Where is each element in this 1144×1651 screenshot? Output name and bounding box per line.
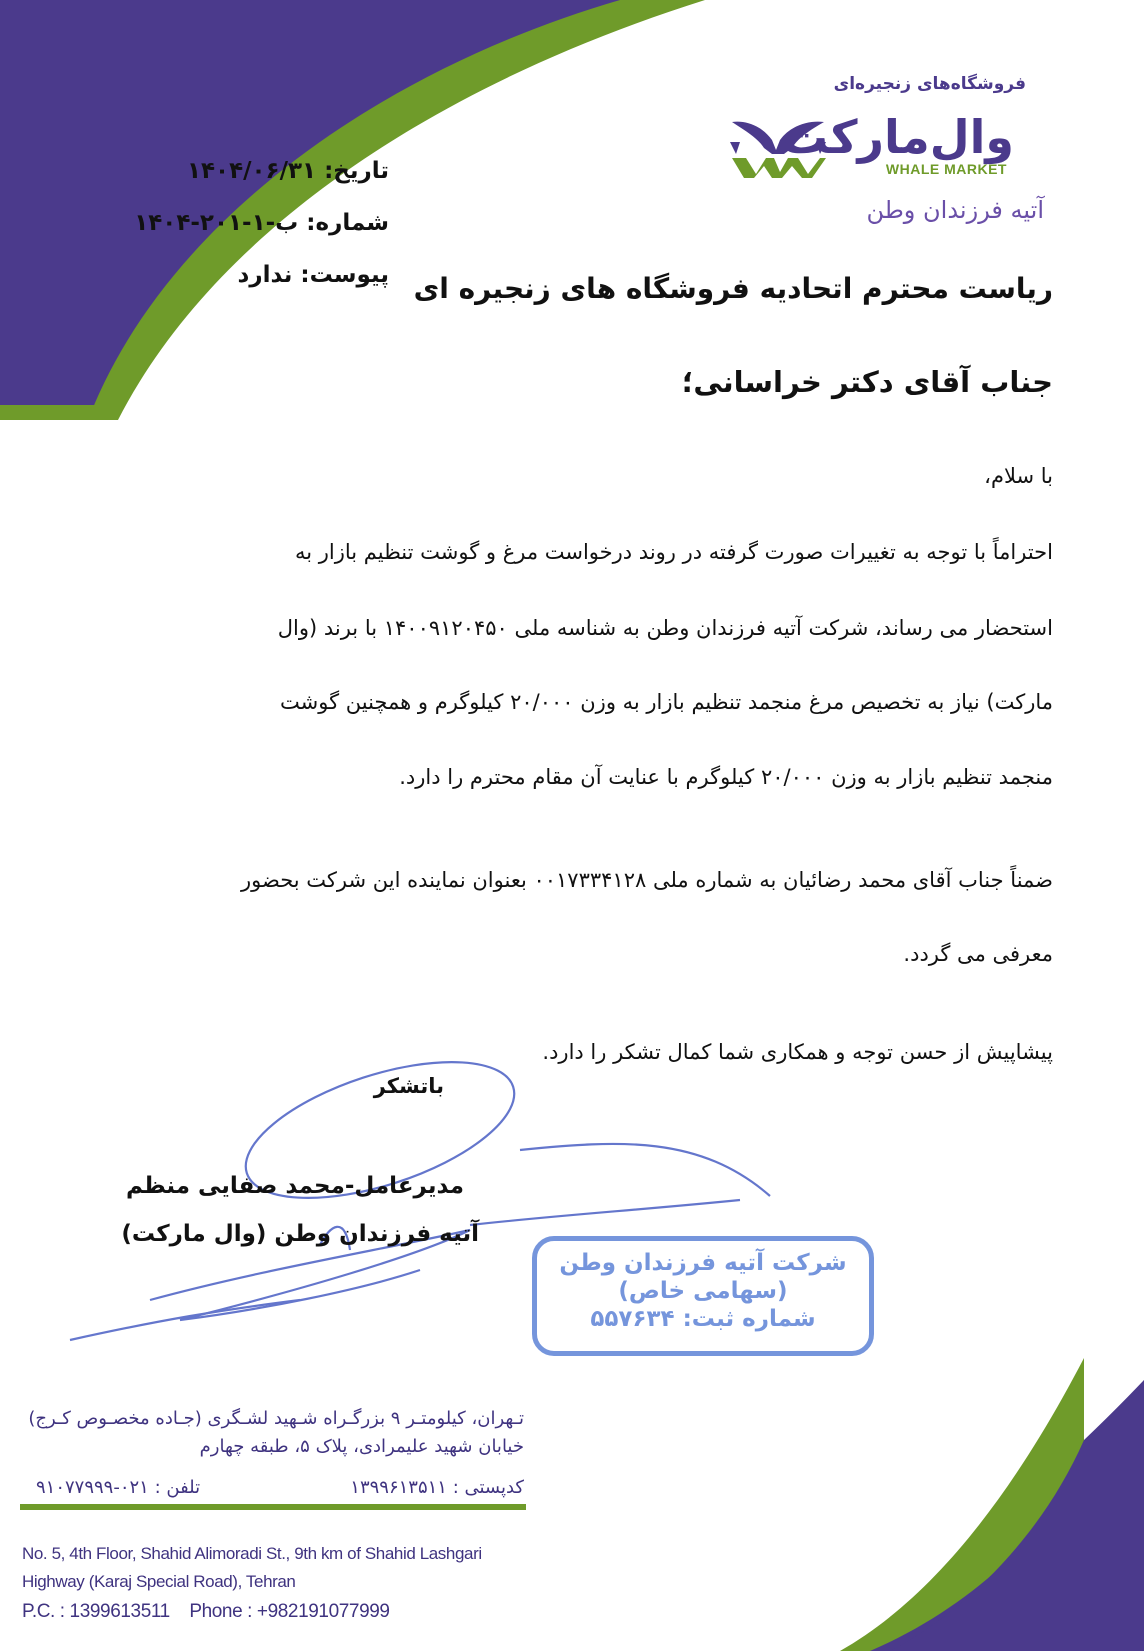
footer-contact-en: P.C. : 1399613511 Phone : +982191077999 xyxy=(22,1601,390,1622)
body-line: معرفی می گردد. xyxy=(903,942,1053,966)
footer-address-en-line1: No. 5, 4th Floor, Shahid Alimoradi St., 9th km of Shahid Lashgari xyxy=(22,1544,482,1563)
recipient-organization: ریاست محترم اتحادیه فروشگاه های زنجیره ای xyxy=(413,272,1053,305)
footer-phone-fa: تلفن : ۰۲۱-۹۱۰۷۷۹۹۹ xyxy=(36,1477,201,1498)
stamp-registration: شماره ثبت: ۵۵۷۶۳۴ xyxy=(590,1306,816,1332)
footer-divider xyxy=(20,1504,526,1510)
signatory-company: آتیه فرزندان وطن (وال مارکت) xyxy=(121,1221,479,1247)
closing-phrase: باتشکر xyxy=(373,1074,444,1098)
letter-attachment: پیوست: ندارد xyxy=(237,262,389,288)
body-line: مارکت) نیاز به تخصیص مرغ منجمد تنظیم بازار به وزن ۲۰/۰۰۰ کیلوگرم و همچنین گوشت xyxy=(280,690,1053,714)
logo-tagline: فروشگاه‌های زنجیره‌ای xyxy=(833,74,1026,94)
greeting: با سلام، xyxy=(984,464,1053,488)
letter-number: شماره: ب-۱-۲۰۱-۱۴۰۴ xyxy=(134,210,389,236)
body-line: منجمد تنظیم بازار به وزن ۲۰/۰۰۰ کیلوگرم با عنایت آن مقام محترم را دارد. xyxy=(399,765,1053,789)
recipient-name: جناب آقای دکتر خراسانی؛ xyxy=(681,365,1053,399)
body-line: احتراماً با توجه به تغییرات صورت گرفته در روند درخواست مرغ و گوشت تنظیم بازار به xyxy=(294,540,1053,564)
footer-postal-code-fa: کدپستی : ۱۳۹۹۶۱۳۵۱۱ xyxy=(350,1477,524,1498)
footer-address-fa-line1: تـهران، کیلومتـر ۹ بزرگـراه شـهید لشـگری (جـاده مخصـوص کـرج) xyxy=(28,1408,524,1429)
body-line: استحضار می رساند، شرکت آتیه فرزندان وطن به شناسه ملی ۱۴۰۰۹۱۲۰۴۵۰ با برند (وال xyxy=(277,616,1053,640)
brand-name-en: WHALE MARKET xyxy=(885,161,1007,177)
letter-date: تاریخ: ۱۴۰۴/۰۶/۳۱ xyxy=(186,158,389,184)
company-name: آتیه فرزندان وطن xyxy=(866,196,1044,224)
body-line: ضمناً جناب آقای محمد رضائیان به شماره ملی ۰۰۱۷۳۳۴۱۲۸ بعنوان نماینده این شرکت بحضور xyxy=(241,868,1053,892)
brand-name-fa: وال‌مارکت xyxy=(782,110,1014,164)
stamp-type: (سهامی خاص) xyxy=(618,1278,788,1304)
company-stamp xyxy=(532,1236,874,1356)
body-line: پیشاپیش از حسن توجه و همکاری شما کمال تشکر را دارد. xyxy=(542,1040,1053,1064)
footer-address-fa-line2: خیابان شهید علیمرادی، پلاک ۵، طبقه چهارم xyxy=(199,1436,524,1457)
signatory-title: مدیرعامل-محمد صفایی منظم xyxy=(125,1173,464,1199)
stamp-company: شرکت آتیه فرزندان وطن xyxy=(559,1250,847,1276)
footer-address-en-line2: Highway (Karaj Special Road), Tehran xyxy=(22,1572,296,1591)
